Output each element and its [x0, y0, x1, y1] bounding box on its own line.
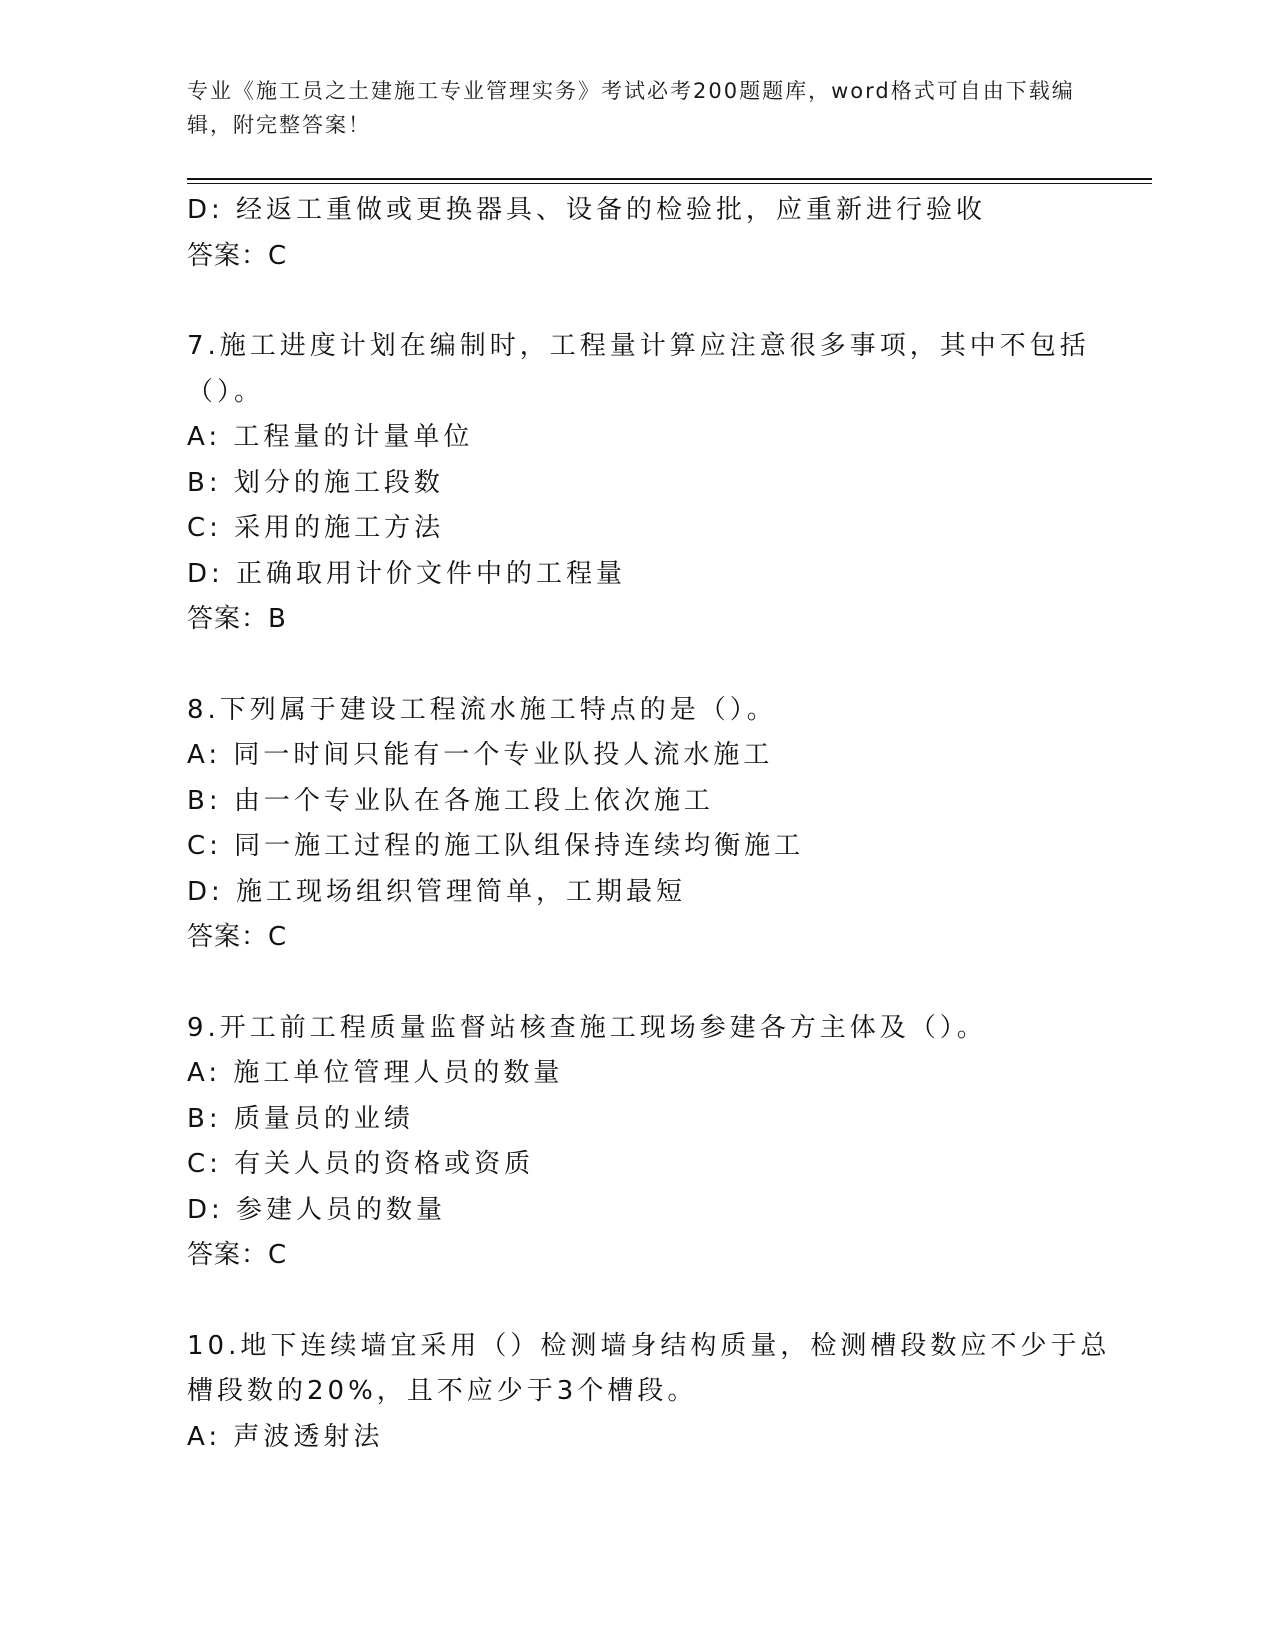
question-stem: 9.开工前工程质量监督站核查施工现场参建各方主体及（）。 [187, 1012, 987, 1043]
question-10 [187, 1324, 1111, 1461]
question-stem: 10.地下连续墙宜采用（）检测墙身结构质量，检测槽段数应不少于总 [187, 1330, 1111, 1361]
option-c: C: 有关人员的资格或资质 [187, 1149, 535, 1179]
question-list [187, 188, 1111, 1460]
option-b: B: 由一个专业队在各施工段上依次施工 [187, 785, 714, 816]
option-d: D: 正确取用计价文件中的工程量 [187, 558, 627, 589]
question-stem: 8.下列属于建设工程流水施工特点的是（）。 [187, 694, 777, 725]
document-header: 专业《施工员之土建施工专业管理实务》考试必考200题题库，word格式可自由下载编辑，附完整答案！ [187, 79, 1075, 137]
question-stem-continued: （）。 [187, 376, 265, 407]
option-d: D: 经返工重做或更换器具、设备的检验批，应重新进行验收 [187, 195, 987, 225]
question-stem-continued: 槽段数的20%，且不应少于3个槽段。 [187, 1376, 698, 1406]
header-divider-thin [187, 183, 1152, 184]
option-c: C: 同一施工过程的施工队组保持连续均衡施工 [187, 831, 805, 861]
answer-label: 答案：C [187, 1240, 288, 1270]
option-a: A: 声波透射法 [187, 1421, 384, 1452]
header-divider-thick [187, 178, 1152, 180]
option-c: C: 采用的施工方法 [187, 513, 445, 543]
question-7 [187, 324, 1090, 643]
question-9 [187, 1006, 1087, 1279]
option-b: B: 划分的施工段数 [187, 467, 444, 498]
answer-label: 答案：B [187, 604, 287, 634]
option-d: D: 参建人员的数量 [187, 1194, 447, 1225]
option-a: A: 工程量的计量单位 [187, 422, 474, 452]
answer-label: 答案：C [187, 240, 288, 271]
option-d: D: 施工现场组织管理简单，工期最短 [187, 876, 687, 907]
question-8 [187, 688, 1087, 961]
option-b: B: 质量员的业绩 [187, 1103, 414, 1134]
option-a: A: 同一时间只能有一个专业队投人流水施工 [187, 740, 774, 770]
question-stem: 7.施工进度计划在编制时，工程量计算应注意很多事项，其中不包括 [187, 331, 1090, 361]
question-fragment [187, 188, 1087, 279]
answer-label: 答案：C [187, 922, 288, 952]
option-a: A: 施工单位管理人员的数量 [187, 1058, 564, 1088]
